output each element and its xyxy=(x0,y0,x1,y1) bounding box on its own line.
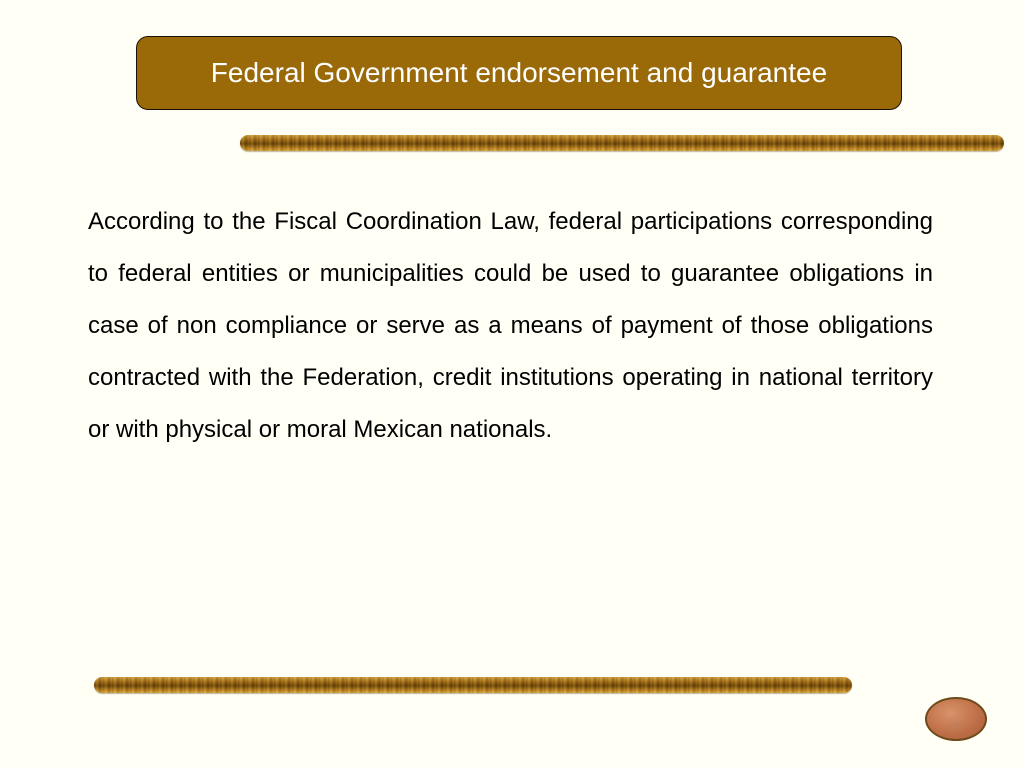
bottom-divider xyxy=(94,677,852,693)
page-number-badge xyxy=(925,697,987,741)
slide-title: Federal Government endorsement and guarantee xyxy=(210,57,828,88)
slide-body-text: According to the Fiscal Coordination Law, federal participations corresponding to federal entities or municipalities could be used to guarantee obligations in case of non compliance or serve as a means of payment of those obligations contracted with the Federation, credit institutions operating in national territory or with physical or moral Mexican nationals. xyxy=(88,208,933,443)
page-number: 26 xyxy=(949,719,963,734)
top-divider xyxy=(240,135,1004,151)
title-banner xyxy=(136,36,902,110)
